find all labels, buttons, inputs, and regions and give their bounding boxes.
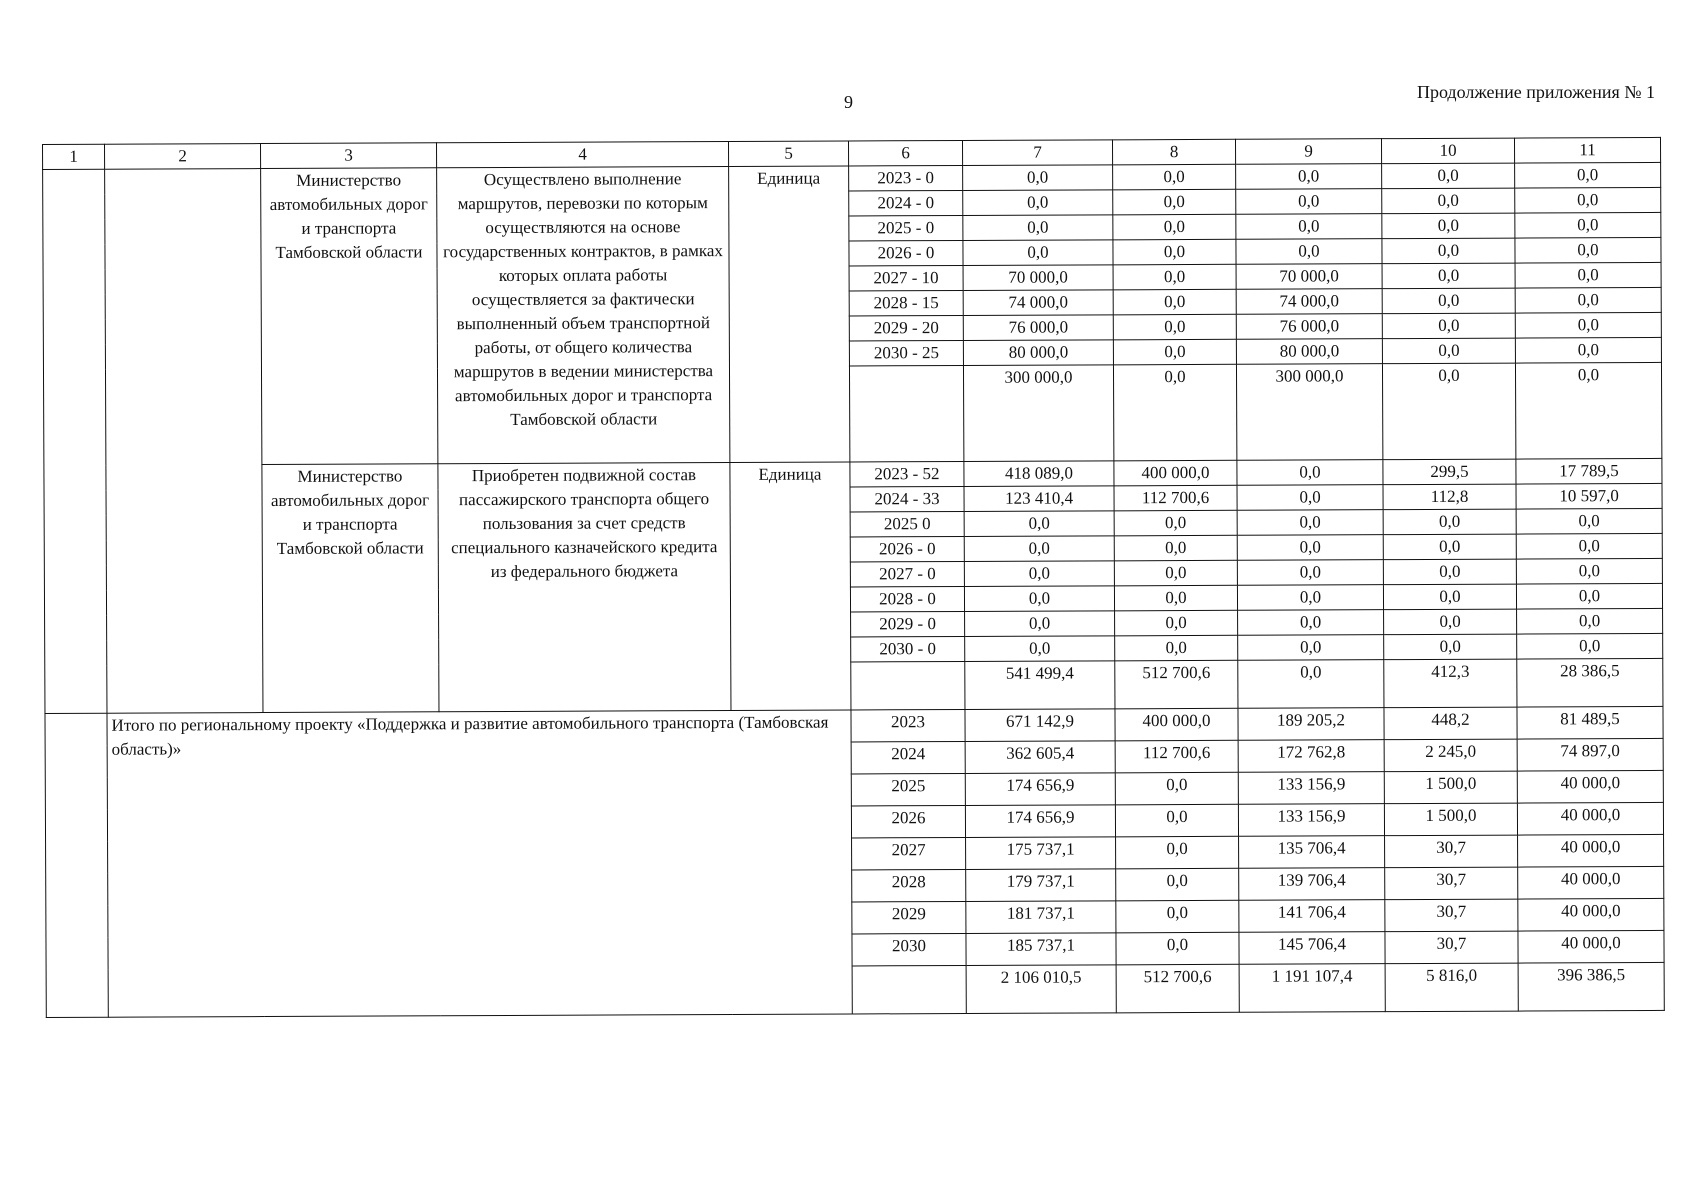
- amount-cell: 0,0: [1114, 585, 1237, 611]
- amount-cell: 0,0: [1113, 164, 1236, 190]
- summary-amount-cell: 0,0: [1115, 772, 1238, 805]
- summary-year-cell: 2028: [852, 869, 966, 901]
- column-number: 8: [1112, 139, 1235, 165]
- column-number: 9: [1235, 139, 1381, 165]
- amount-cell: 0,0: [1383, 534, 1516, 560]
- amount-cell: 0,0: [1237, 535, 1383, 561]
- amount-cell: 112 700,6: [1114, 485, 1237, 511]
- amount-cell: 0,0: [1113, 239, 1236, 265]
- amount-cell: 0,0: [964, 561, 1114, 587]
- total-amount-cell: 512 700,6: [1115, 660, 1238, 709]
- year-value-cell: 2026 - 0: [850, 536, 964, 561]
- total-amount-cell: 28 386,5: [1517, 658, 1663, 707]
- summary-amount-cell: 2 245,0: [1384, 739, 1517, 772]
- summary-total-amount-cell: 396 386,5: [1518, 962, 1664, 1011]
- amount-cell: 123 410,4: [964, 486, 1114, 512]
- summary-amount-cell: 179 737,1: [966, 869, 1116, 902]
- summary-year-cell: 2023: [851, 709, 965, 741]
- col1-empty-cell: [43, 169, 107, 713]
- amount-cell: 0,0: [1382, 338, 1515, 364]
- summary-amount-cell: 0,0: [1115, 804, 1238, 837]
- year-empty-cell: [849, 365, 963, 461]
- amount-cell: 0,0: [1383, 584, 1516, 610]
- amount-cell: 400 000,0: [1114, 460, 1237, 486]
- summary-year-empty-cell: [852, 965, 966, 1013]
- amount-cell: 0,0: [1237, 485, 1383, 511]
- amount-cell: 0,0: [1113, 289, 1236, 315]
- year-value-cell: 2024 - 33: [850, 486, 964, 511]
- amount-cell: 0,0: [1383, 559, 1516, 585]
- summary-label-cell: Итого по региональному проекту «Поддержка и развитие автомобильного транспорта (Тамбовская область)»: [107, 710, 852, 1017]
- col1-empty-cell: [45, 713, 108, 1017]
- amount-cell: 0,0: [1238, 610, 1384, 636]
- amount-cell: 0,0: [965, 636, 1115, 662]
- summary-total-amount-cell: 1 191 107,4: [1239, 964, 1385, 1013]
- amount-cell: 0,0: [1384, 609, 1517, 635]
- year-empty-cell: [851, 661, 965, 709]
- amount-cell: 0,0: [1515, 262, 1661, 288]
- amount-cell: 0,0: [1515, 162, 1661, 188]
- total-amount-cell: 0,0: [1382, 363, 1515, 460]
- summary-amount-cell: 40 000,0: [1518, 898, 1664, 931]
- amount-cell: 0,0: [1515, 337, 1661, 363]
- amount-cell: 0,0: [1114, 535, 1237, 561]
- year-value-cell: 2024 - 0: [849, 190, 963, 215]
- amount-cell: 0,0: [964, 586, 1114, 612]
- amount-cell: 74 000,0: [963, 290, 1113, 316]
- amount-cell: 0,0: [1115, 635, 1238, 661]
- unit-cell: Единица: [729, 166, 850, 463]
- amount-cell: 299,5: [1383, 459, 1516, 485]
- amount-cell: 0,0: [1384, 634, 1517, 660]
- year-value-cell: 2026 - 0: [849, 240, 963, 265]
- amount-cell: 0,0: [1113, 264, 1236, 290]
- summary-amount-cell: 133 156,9: [1238, 804, 1384, 837]
- summary-amount-cell: 30,7: [1385, 835, 1518, 868]
- amount-cell: 0,0: [1237, 585, 1383, 611]
- year-value-cell: 2027 - 0: [850, 561, 964, 586]
- total-amount-cell: 0,0: [1113, 364, 1236, 461]
- summary-year-cell: 2029: [852, 901, 966, 933]
- summary-amount-cell: 174 656,9: [965, 773, 1115, 806]
- summary-amount-cell: 135 706,4: [1239, 836, 1385, 869]
- amount-cell: 0,0: [1236, 239, 1382, 265]
- summary-amount-cell: 400 000,0: [1115, 708, 1238, 741]
- amount-cell: 0,0: [963, 215, 1113, 241]
- summary-amount-cell: 0,0: [1116, 900, 1239, 933]
- amount-cell: 0,0: [1516, 583, 1662, 609]
- summary-amount-cell: 30,7: [1385, 931, 1518, 964]
- summary-amount-cell: 40 000,0: [1518, 866, 1664, 899]
- total-amount-cell: 0,0: [1515, 362, 1661, 459]
- year-value-cell: 2023 - 0: [849, 165, 963, 190]
- summary-amount-cell: 448,2: [1384, 707, 1517, 740]
- summary-year-cell: 2030: [852, 933, 966, 965]
- amount-cell: 10 597,0: [1516, 483, 1662, 509]
- year-value-cell: 2027 - 10: [849, 265, 963, 290]
- summary-amount-cell: 133 156,9: [1238, 772, 1384, 805]
- amount-cell: 0,0: [963, 240, 1113, 266]
- summary-year-cell: 2024: [851, 741, 965, 773]
- amount-cell: 0,0: [1515, 237, 1661, 263]
- summary-amount-cell: 174 656,9: [965, 805, 1115, 838]
- summary-amount-cell: 671 142,9: [965, 709, 1115, 742]
- summary-amount-cell: 40 000,0: [1517, 802, 1663, 835]
- total-amount-cell: 412,3: [1384, 659, 1517, 708]
- summary-amount-cell: 0,0: [1116, 868, 1239, 901]
- summary-year-cell: 2027: [852, 837, 966, 869]
- amount-cell: 0,0: [1382, 263, 1515, 289]
- amount-cell: 0,0: [1516, 508, 1662, 534]
- total-amount-cell: 300 000,0: [1236, 364, 1382, 461]
- year-value-cell: 2023 - 52: [850, 461, 964, 486]
- amount-cell: 0,0: [963, 190, 1113, 216]
- summary-amount-cell: 40 000,0: [1517, 770, 1663, 803]
- summary-amount-cell: 0,0: [1116, 836, 1239, 869]
- amount-cell: 70 000,0: [963, 265, 1113, 291]
- summary-amount-cell: 112 700,6: [1115, 740, 1238, 773]
- amount-cell: 0,0: [1113, 189, 1236, 215]
- department-cell: Министерство автомобильных дорог и транспорта Тамбовской области: [262, 464, 439, 713]
- amount-cell: 0,0: [1515, 212, 1661, 238]
- amount-cell: 17 789,5: [1516, 458, 1662, 484]
- summary-total-amount-cell: 5 816,0: [1385, 963, 1518, 1012]
- amount-cell: 0,0: [1382, 188, 1515, 214]
- summary-amount-cell: 81 489,5: [1517, 706, 1663, 739]
- column-number: 11: [1514, 137, 1660, 163]
- amount-cell: 112,8: [1383, 484, 1516, 510]
- amount-cell: 80 000,0: [1236, 339, 1382, 365]
- amount-cell: 0,0: [1237, 560, 1383, 586]
- summary-amount-cell: 30,7: [1385, 899, 1518, 932]
- amount-cell: 0,0: [1236, 164, 1382, 190]
- summary-amount-cell: 185 737,1: [966, 933, 1116, 966]
- amount-cell: 0,0: [1382, 163, 1515, 189]
- amount-cell: 0,0: [965, 611, 1115, 637]
- summary-amount-cell: 175 737,1: [966, 837, 1116, 870]
- summary-year-cell: 2025: [851, 773, 965, 805]
- amount-cell: 0,0: [1236, 214, 1382, 240]
- summary-amount-cell: 30,7: [1385, 867, 1518, 900]
- amount-cell: 0,0: [1115, 610, 1238, 636]
- summary-amount-cell: 189 205,2: [1238, 708, 1384, 741]
- unit-cell: Единица: [730, 462, 851, 711]
- column-number: 1: [43, 144, 105, 169]
- summary-amount-cell: 40 000,0: [1518, 930, 1664, 963]
- column-number: 7: [962, 140, 1112, 166]
- column-number: 5: [728, 141, 848, 167]
- summary-amount-cell: 1 500,0: [1384, 803, 1517, 836]
- summary-amount-cell: 40 000,0: [1518, 834, 1664, 867]
- column-number: 6: [848, 140, 962, 165]
- summary-year-cell: 2026: [851, 805, 965, 837]
- column-number: 3: [261, 143, 437, 169]
- amount-cell: 0,0: [963, 165, 1113, 191]
- year-value-cell: 2028 - 15: [849, 290, 963, 315]
- year-value-cell: 2030 - 0: [851, 636, 965, 661]
- amount-cell: 0,0: [964, 536, 1114, 562]
- year-value-cell: 2029 - 0: [851, 611, 965, 636]
- column-number: 4: [436, 142, 728, 168]
- amount-cell: 0,0: [1516, 533, 1662, 559]
- amount-cell: 0,0: [1515, 287, 1661, 313]
- summary-total-amount-cell: 512 700,6: [1116, 964, 1239, 1013]
- col2-empty-cell: [105, 169, 263, 714]
- column-number: 10: [1381, 138, 1514, 164]
- amount-cell: 0,0: [1237, 510, 1383, 536]
- amount-cell: 0,0: [1516, 558, 1662, 584]
- amount-cell: 0,0: [1383, 509, 1516, 535]
- amount-cell: 70 000,0: [1236, 264, 1382, 290]
- amount-cell: 0,0: [1114, 510, 1237, 536]
- year-value-cell: 2025 - 0: [849, 215, 963, 240]
- year-value-cell: 2030 - 25: [849, 340, 963, 365]
- amount-cell: 74 000,0: [1236, 289, 1382, 315]
- amount-cell: 0,0: [1515, 312, 1661, 338]
- column-number: 2: [105, 144, 261, 170]
- summary-amount-cell: 0,0: [1116, 932, 1239, 965]
- amount-cell: 0,0: [1382, 288, 1515, 314]
- summary-amount-cell: 139 706,4: [1239, 868, 1385, 901]
- total-amount-cell: 300 000,0: [963, 365, 1113, 462]
- summary-amount-cell: 362 605,4: [965, 741, 1115, 774]
- summary-total-amount-cell: 2 106 010,5: [966, 965, 1116, 1014]
- department-cell: Министерство автомобильных дорог и транспорта Тамбовской области: [261, 168, 438, 465]
- result-description-cell: Осуществлено выполнение маршрутов, перевозки по которым осуществляются на основе государственных контрактов, в рамках которых оплата работы осуществляется за фактически выполненный объем транспортной работы, от общего количества маршрутов в ведении министерства автомобильных дорог и транспорта Тамбовской области: [437, 167, 730, 464]
- amount-cell: 0,0: [1113, 314, 1236, 340]
- year-value-cell: 2029 - 20: [849, 315, 963, 340]
- amount-cell: 0,0: [1517, 608, 1663, 634]
- amount-cell: 0,0: [1517, 633, 1663, 659]
- year-value-cell: 2028 - 0: [850, 586, 964, 611]
- amount-cell: 0,0: [1114, 560, 1237, 586]
- summary-amount-cell: 74 897,0: [1517, 738, 1663, 771]
- amount-cell: 0,0: [1382, 313, 1515, 339]
- amount-cell: 0,0: [1515, 187, 1661, 213]
- amount-cell: 418 089,0: [964, 461, 1114, 487]
- year-value-cell: 2025 0: [850, 511, 964, 536]
- amount-cell: 0,0: [1236, 189, 1382, 215]
- page-number: 9: [844, 92, 853, 112]
- amount-cell: 80 000,0: [963, 340, 1113, 366]
- summary-amount-cell: 145 706,4: [1239, 932, 1385, 965]
- result-description-cell: Приобретен подвижной состав пассажирского транспорта общего пользования за счет средств специального казначейского кредита из федерального бюджета: [438, 463, 731, 712]
- summary-amount-cell: 141 706,4: [1239, 900, 1385, 933]
- budget-table: [42, 137, 1665, 1018]
- amount-cell: 76 000,0: [963, 315, 1113, 341]
- amount-cell: 76 000,0: [1236, 314, 1382, 340]
- appendix-continuation-label: Продолжение приложения № 1: [1416, 82, 1655, 102]
- total-amount-cell: 541 499,4: [965, 661, 1115, 710]
- summary-amount-cell: 181 737,1: [966, 901, 1116, 934]
- total-amount-cell: 0,0: [1238, 660, 1384, 709]
- amount-cell: 0,0: [964, 511, 1114, 537]
- amount-cell: 0,0: [1113, 214, 1236, 240]
- amount-cell: 0,0: [1113, 339, 1236, 365]
- amount-cell: 0,0: [1238, 635, 1384, 661]
- amount-cell: 0,0: [1382, 213, 1515, 239]
- amount-cell: 0,0: [1237, 460, 1383, 486]
- summary-amount-cell: 1 500,0: [1384, 771, 1517, 804]
- summary-amount-cell: 172 762,8: [1238, 740, 1384, 773]
- amount-cell: 0,0: [1382, 238, 1515, 264]
